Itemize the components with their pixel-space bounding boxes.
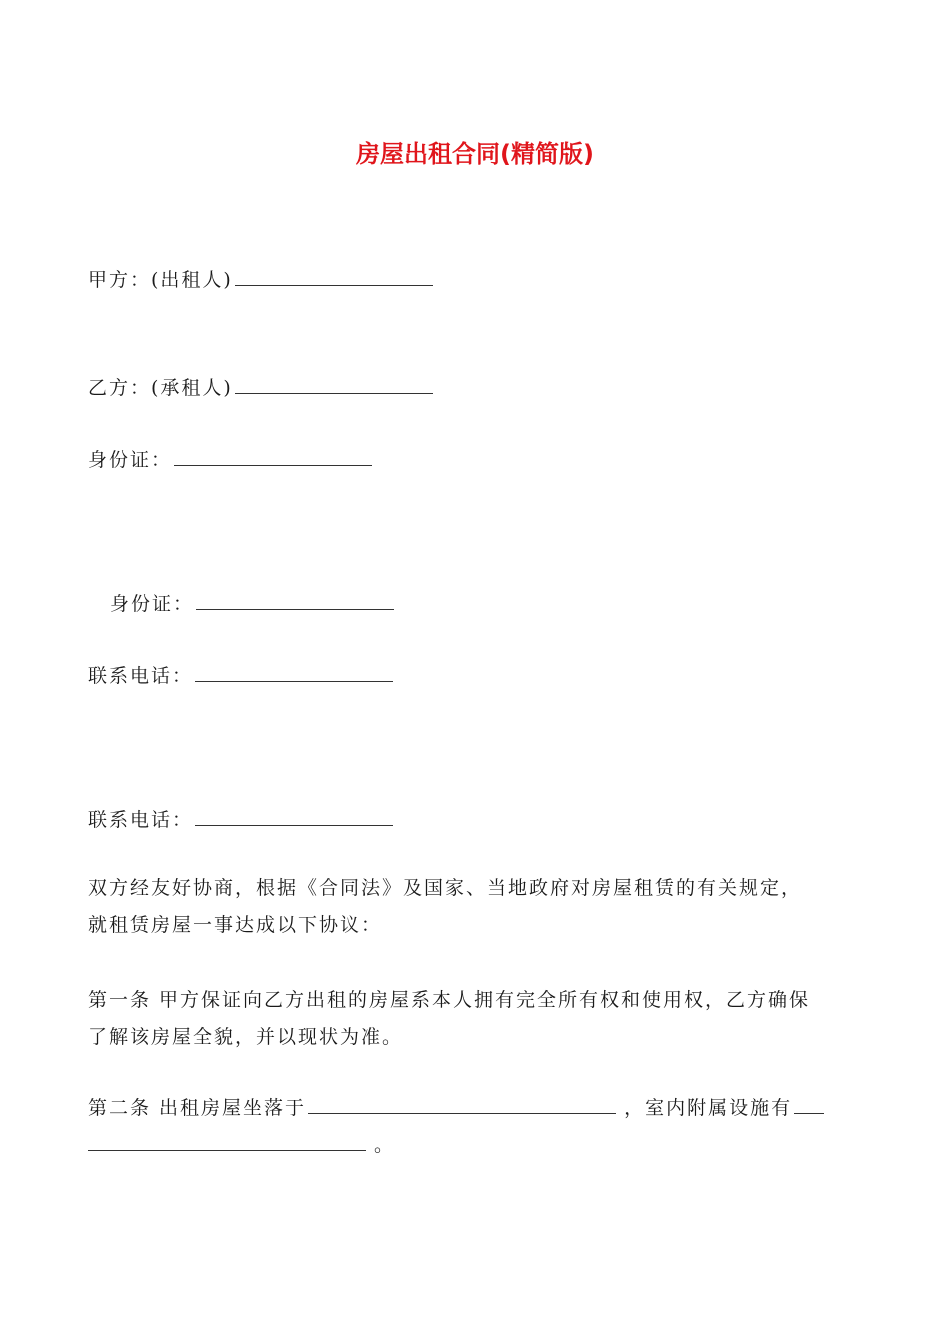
article-2-end: 。 (374, 1134, 396, 1156)
phone-blank-2 (195, 807, 393, 826)
address-blank (308, 1095, 616, 1114)
phone-line-2 (88, 805, 393, 832)
document-title: 房屋出租合同(精简版) (356, 140, 594, 168)
intro-line-1: 双方经友好协商，根据《合同法》及国家、当地政府对房屋租赁的有关规定， (88, 877, 803, 899)
phone-label-1: 联系电话： (88, 665, 194, 687)
article-1-line-2: 了解该房屋全貌，并以现状为准。 (88, 1026, 404, 1048)
article-2-line-1 (88, 1090, 868, 1127)
article-2-paragraph (88, 1090, 868, 1164)
id-blank-1 (174, 447, 372, 466)
id-line-1 (88, 445, 372, 472)
id-blank-2 (196, 591, 394, 610)
article-2-middle: ，室内附属设施有 (624, 1097, 793, 1119)
phone-line-1 (88, 661, 393, 688)
article-1-paragraph (88, 982, 868, 1056)
id-label-2: 身份证： (110, 593, 195, 615)
phone-blank-1 (195, 663, 393, 682)
party-a-label: 甲方：(出租人) (88, 269, 233, 291)
facilities-blank-start (794, 1095, 824, 1114)
intro-paragraph (88, 870, 868, 944)
article-1-line-1: 第一条 甲方保证向乙方出租的房屋系本人拥有完全所有权和使用权，乙方确保 (88, 989, 811, 1011)
party-a-line (88, 265, 433, 292)
article-2-prefix: 第二条 出租房屋坐落于 (88, 1097, 307, 1119)
id-line-2 (110, 589, 394, 616)
id-label-1: 身份证： (88, 449, 173, 471)
party-b-blank (235, 375, 433, 394)
phone-label-2: 联系电话： (88, 809, 194, 831)
intro-line-2: 就租赁房屋一事达成以下协议： (88, 914, 383, 936)
party-b-label: 乙方：(承租人) (88, 377, 233, 399)
article-2-line-2 (88, 1127, 868, 1164)
party-a-blank (235, 267, 433, 286)
facilities-blank (88, 1132, 366, 1151)
party-b-line (88, 373, 433, 400)
